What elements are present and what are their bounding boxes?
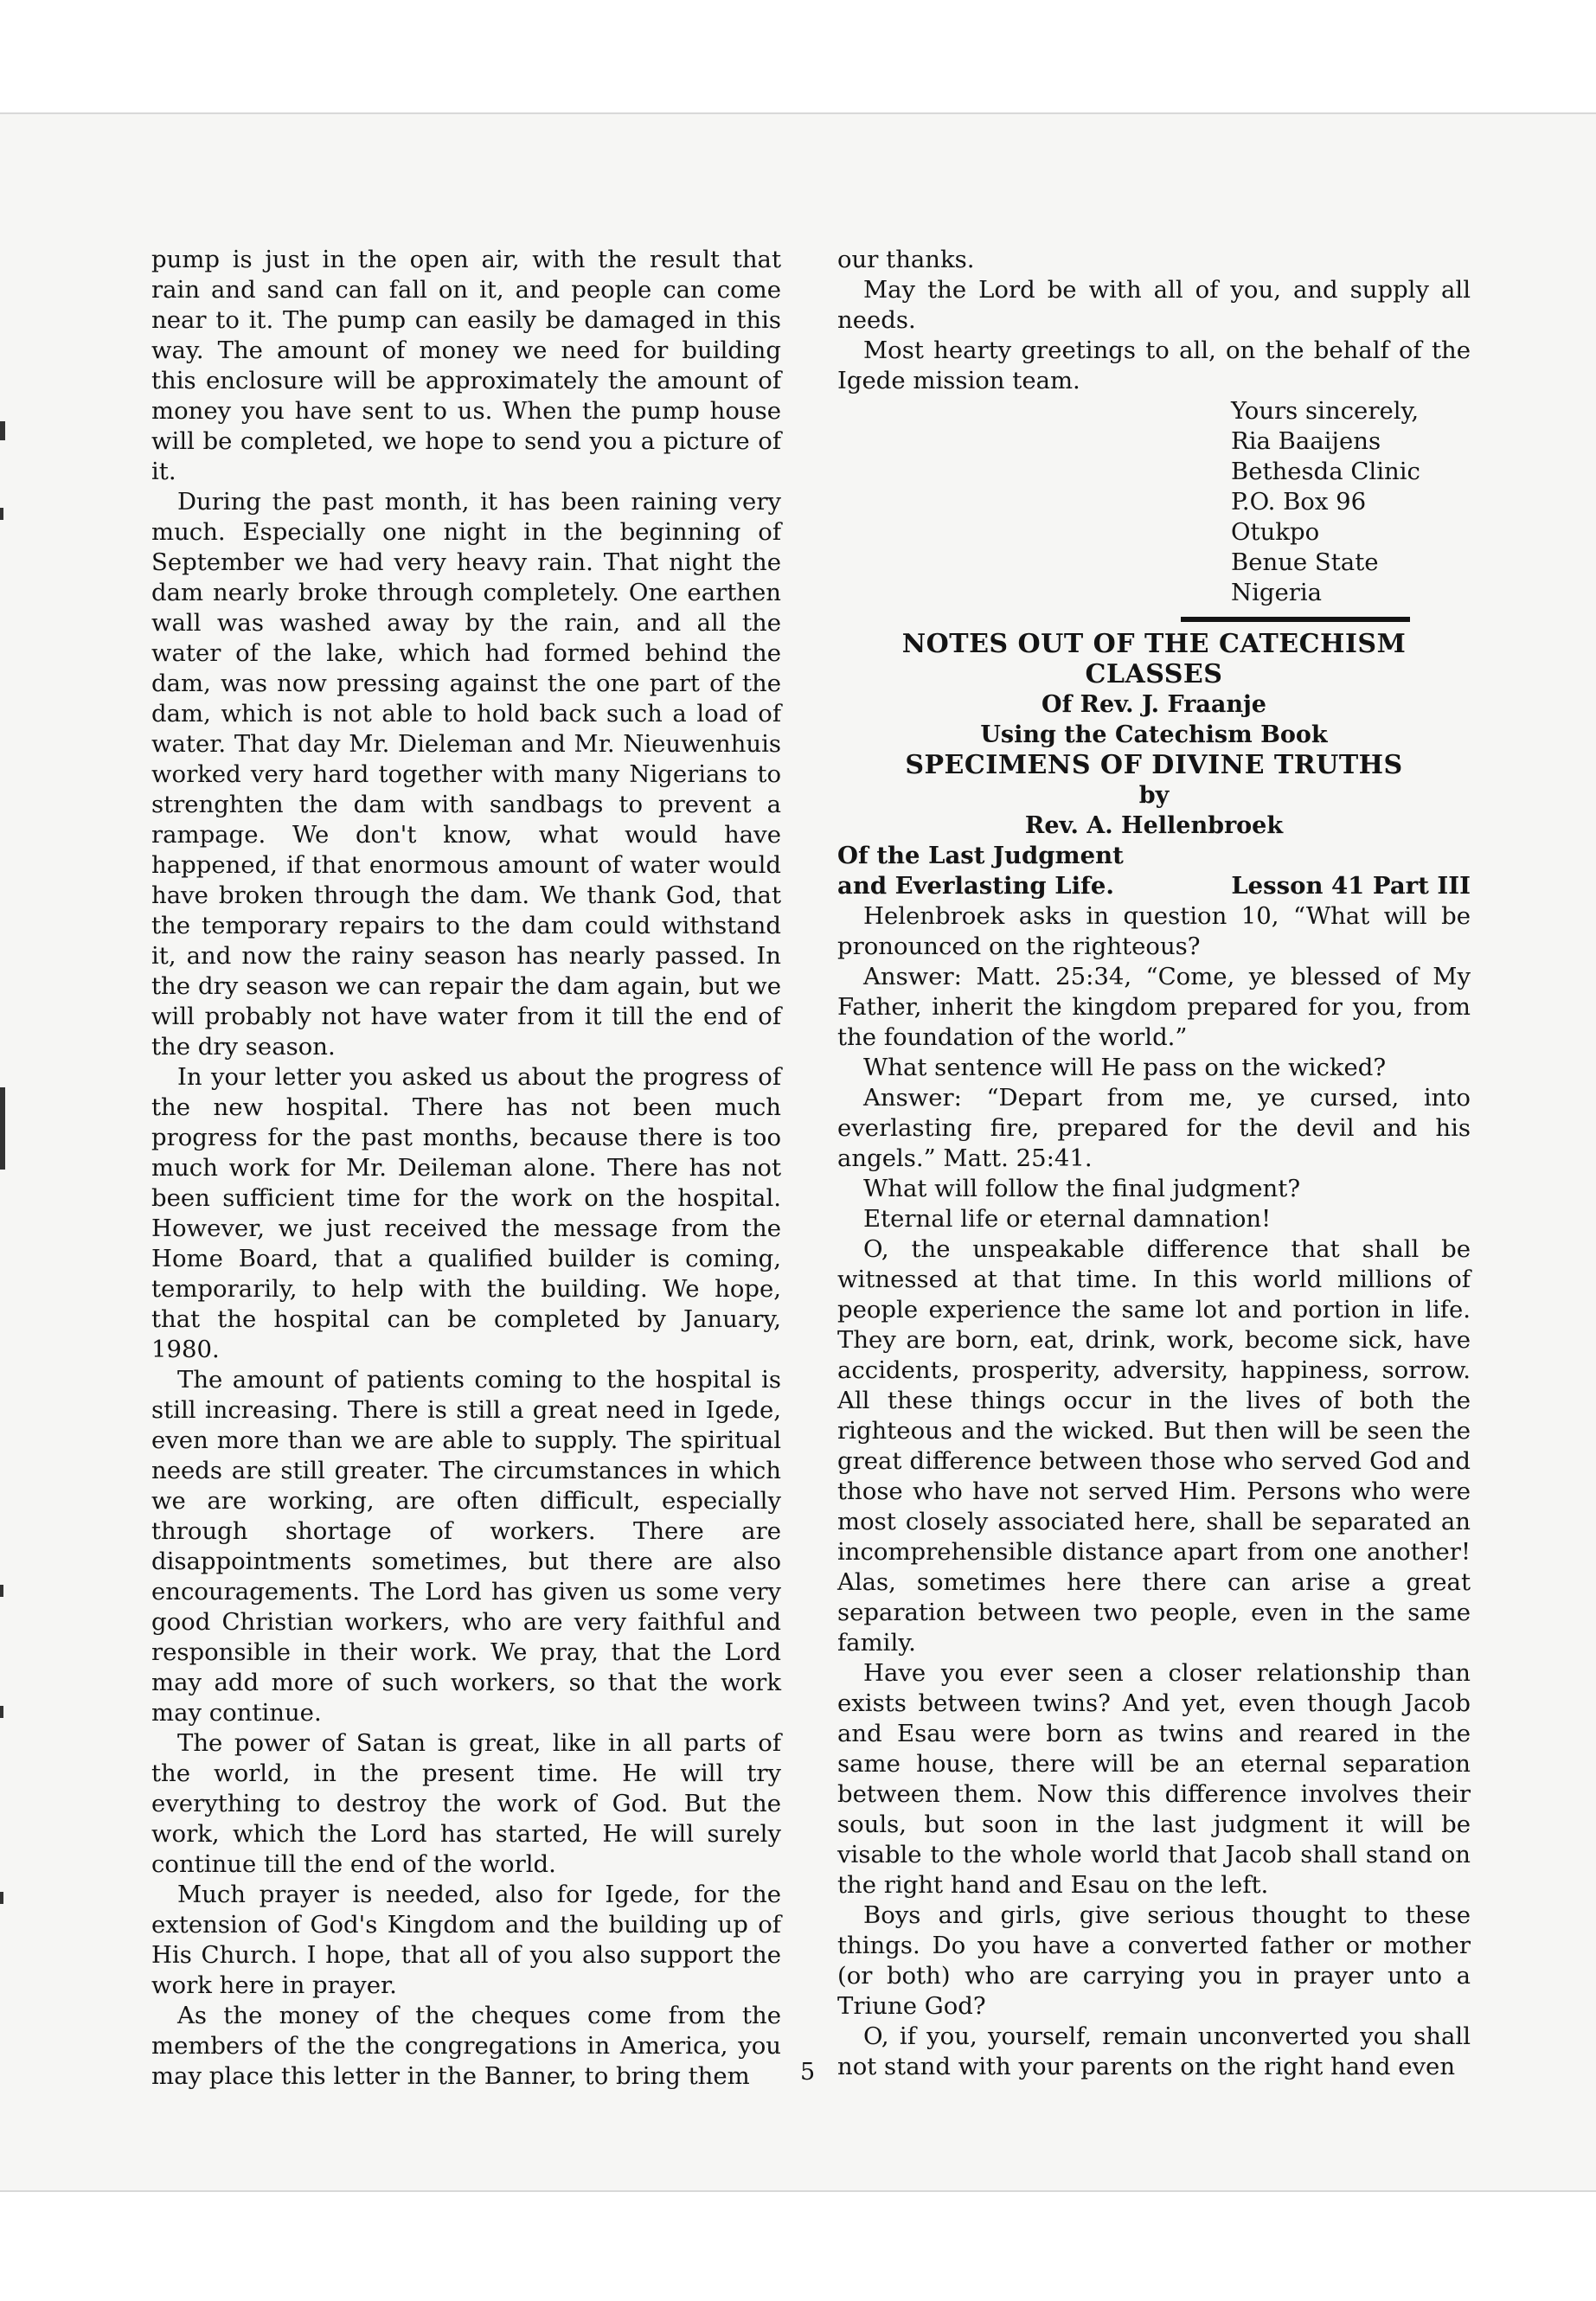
letter-signature [1231, 396, 1471, 608]
paragraph: What will follow the final judgment? [863, 1175, 1301, 1202]
paragraph: Answer: “Depart from me, ye cursed, into everlasting fire, prepared for the devil and his angels.” Matt. 25:41. [837, 1084, 1471, 1172]
margin-mark [0, 1892, 3, 1904]
paragraph: Answer: Matt. 25:34, “Come, ye blessed of My Father, inherit the kingdom prepared for you, from the foundation of the world.” [837, 963, 1471, 1051]
margin-mark [0, 1087, 5, 1170]
section-divider [1181, 617, 1410, 622]
signature-line: Yours sincerely, [1231, 397, 1420, 425]
paragraph: Much prayer is needed, also for Igede, for the extension of God's Kingdom and the building up of His Church. I hope, that all of you also support the work here in prayer. [151, 1881, 781, 1999]
signature-line: Benue State [1231, 548, 1379, 576]
paragraph: In your letter you asked us about the progress of the new hospital. There has not been much progress for the past months, because there is too much work for Mr. Deileman alone. There has not been sufficient time for the work on the hospital. However, we just received the message from the Home Board, that a qualified builder is coming, temporarily, to help with the building. We hope, that the hospital can be completed by January, 1980. [151, 1063, 781, 1363]
paragraph: During the past month, it has been raining very much. Especially one night in the beginning of September we had very heavy rain. That night the dam nearly broke through completely. One earthen wall was washed away by the rain, and all the water of the lake, which had formed behind the dam, was now pressing against the one part of the dam, which is not able to hold back such a load of water. That day Mr. Dieleman and Mr. Nieuwenhuis worked very hard together with many Nigerians to strenghten the dam with sandbags to prevent a rampage. We don't know, what would have happened, if that enormous amount of water would have broken through the dam. We thank God, that the temporary repairs to the dam could withstand it, and now the rainy season has nearly passed. In the dry season we can repair the dam again, but we will probably not have water from it till the end of the dry season. [151, 488, 781, 1061]
paragraph: Most hearty greetings to all, on the behalf of the Igede mission team. [837, 336, 1471, 394]
article-subtitle: Using the Catechism Book [980, 721, 1328, 748]
margin-mark [0, 421, 5, 440]
margin-mark [0, 1585, 3, 1597]
paragraph: The power of Satan is great, like in all parts of the world, in the present time. He will try everything to destroy the work of God. But the work, which the Lord has started, He will surely continue till the end of the world. [151, 1729, 781, 1878]
signature-line: Otukpo [1231, 518, 1320, 546]
paragraph: Helenbroek asks in question 10, “What will be pronounced on the righteous? [837, 902, 1471, 960]
signature-line: Nigeria [1231, 579, 1323, 606]
signature-line: Ria Baaijens [1231, 427, 1381, 455]
article-subtitle: Of Rev. J. Fraanje [1042, 691, 1266, 718]
paragraph: May the Lord be with all of you, and supply all needs. [837, 276, 1471, 334]
left-column [151, 245, 781, 2092]
right-column [837, 245, 1471, 2082]
lesson-label: Lesson 41 Part III [1231, 872, 1471, 900]
paragraph: our thanks. [837, 246, 975, 273]
paragraph: pump is just in the open air, with the result that rain and sand can fall on it, and people can come near to it. The pump can easily be damaged in this way. The amount of money we need for building this enclosure will be approximately the amount of money you have sent to us. When the pump house will be completed, we hope to send you a picture of it. [151, 246, 781, 485]
paragraph: The amount of patients coming to the hospital is still increasing. There is still a great need in Igede, even more than we are able to supply. The spiritual needs are still greater. The circumstances in which we are working, are often difficult, especially through shortage of workers. There are disappointments sometimes, but there are also encouragements. The Lord has given us some very good Christian workers, who are very faithful and responsible in their work. We pray, that the Lord may add more of such workers, so that the work may continue. [151, 1366, 781, 1727]
paragraph: Have you ever seen a closer relationship than exists between twins? And yet, even though Jacob and Esau were born as twins and reared in the same house, there will be an eternal separation between them. Now this difference involves their souls, but soon in the last judgment it will be visable to the whole world that Jacob shall stand on the right hand and Esau on the left. [837, 1659, 1471, 1899]
paragraph: O, the unspeakable difference that shall be witnessed at that time. In this world millions of people experience the same lot and portion in life. They are born, eat, drink, work, become sick, have accidents, prosperity, adversity, happiness, sorrow. All these things occur in the lives of both the righteous and the wicked. But then will be seen the great difference between those who served God and those who have not served Him. Persons who were most closely associated here, shall be separated an incomprehensible distance apart from one another! Alas, sometimes here there can arise a great separation between two people, even in the same family. [837, 1235, 1471, 1657]
lesson-line [837, 871, 1471, 901]
page-number: 5 [800, 2059, 816, 2086]
paragraph: Eternal life or eternal damnation! [863, 1205, 1272, 1233]
paragraph: What sentence will He pass on the wicked? [863, 1054, 1387, 1081]
signature-line: P.O. Box 96 [1231, 488, 1367, 516]
byline-by: by [1138, 782, 1170, 809]
margin-mark [0, 508, 3, 520]
signature-line: Bethesda Clinic [1231, 458, 1420, 485]
byline-author: Rev. A. Hellenbroek [1024, 812, 1284, 839]
section-title: Of the Last Judgment [837, 842, 1124, 869]
paragraph: Boys and girls, give serious thought to these things. Do you have a converted father or mother (or both) who are carrying you in prayer unto a Triune God? [837, 1901, 1471, 2020]
paragraph: O, if you, yourself, remain unconverted you shall not stand with your parents on the right hand even [837, 2022, 1471, 2080]
article-title: NOTES OUT OF THE CATECHISM CLASSES [901, 629, 1407, 689]
paragraph: As the money of the cheques come from the members of the the congregations in America, you may place this letter in the Banner, to bring them [151, 2002, 781, 2090]
section-subtitle: and Everlasting Life. [837, 872, 1114, 900]
margin-mark [0, 1706, 3, 1718]
book-title: SPECIMENS OF DIVINE TRUTHS [905, 750, 1403, 780]
